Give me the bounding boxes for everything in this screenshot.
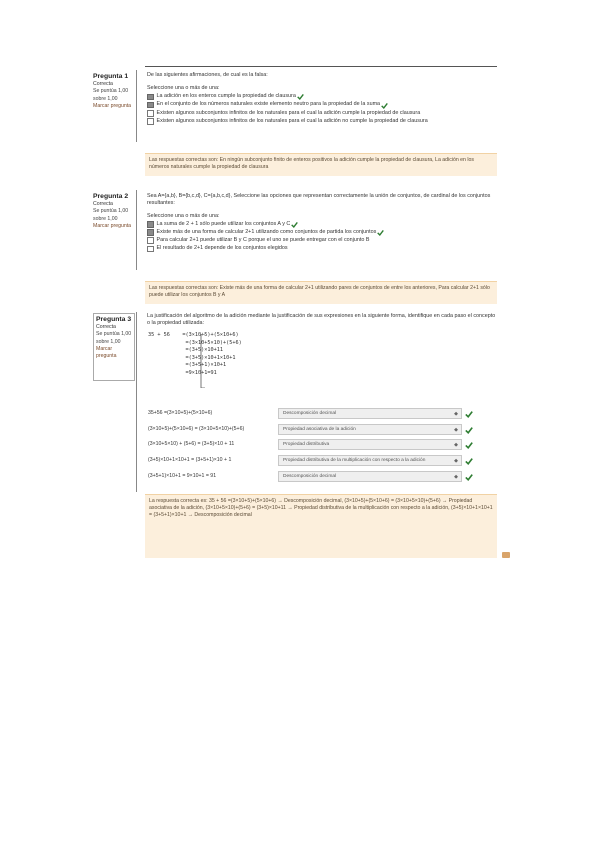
flag-question-link[interactable]: Marcar pregunta <box>93 102 132 109</box>
question-status: Correcta <box>93 201 113 208</box>
matching-row <box>148 439 470 451</box>
answer-instruction: Seleccione una o más de una: <box>147 212 220 219</box>
answer-option[interactable] <box>147 220 497 228</box>
checkbox[interactable] <box>147 237 154 244</box>
question-body-2 <box>147 193 497 253</box>
check-icon <box>465 410 473 418</box>
bracket-icon <box>200 334 206 388</box>
question-info-2 <box>93 193 137 230</box>
answer-option[interactable] <box>147 109 497 117</box>
chevron-down-icon: ◆ <box>454 442 458 448</box>
matching-row <box>148 455 470 467</box>
check-icon <box>465 473 473 481</box>
checkbox[interactable] <box>147 229 154 236</box>
chevron-down-icon: ◆ <box>454 427 458 433</box>
answer-option[interactable] <box>147 245 497 253</box>
info-separator <box>136 70 137 142</box>
question-info-1 <box>93 73 137 110</box>
option-label: La adición en los enteros cumple la propiedad de clausura <box>156 93 296 100</box>
feedback-box <box>145 153 497 176</box>
answer-select[interactable] <box>278 471 462 482</box>
feedback-box <box>145 494 497 558</box>
info-separator <box>136 312 137 492</box>
chevron-down-icon: ◆ <box>454 411 458 417</box>
flag-question-link[interactable]: Marcar pregunta <box>96 345 117 360</box>
select-value: Descomposición decimal <box>283 474 337 479</box>
option-label: La suma de 2 + 1 sólo puede utilizar los conjuntos A y C <box>156 220 291 227</box>
option-label: Existen algunos subconjuntos infinitos de los naturales para el cual la adición cumple la propiedad de clausura <box>156 109 421 116</box>
divider-top <box>145 66 497 67</box>
matching-label: (3+5)×10+1×10+1 = (3+5+1)×10 + 1 <box>148 457 232 463</box>
select-value: Propiedad distributiva de la multiplicación con respecto a la adición <box>283 458 426 463</box>
check-icon <box>381 102 388 109</box>
check-icon <box>377 229 384 236</box>
question-score: Se puntúa 1,00 sobre 1,00 <box>93 88 129 102</box>
select-value: Propiedad distributiva <box>283 442 330 447</box>
answer-select[interactable] <box>278 439 462 450</box>
info-separator <box>136 190 137 270</box>
checkbox[interactable] <box>147 246 154 253</box>
checkbox[interactable] <box>147 102 154 109</box>
check-icon <box>465 426 473 434</box>
matching-row <box>148 471 470 483</box>
option-label: Existe más de una forma de calcular 2+1 utilizando como conjuntos de partida los conjuntos <box>156 228 377 235</box>
answer-select[interactable] <box>278 408 462 419</box>
question-score: Se puntúa 1,00 sobre 1,00 <box>96 331 132 345</box>
matching-label: (3+5+1)×10+1 = 9×10+1 = 91 <box>148 473 217 479</box>
flag-question-link[interactable]: Marcar pregunta <box>93 222 132 229</box>
option-label: Para calcular 2+1 puede utilizar B y C porque el uno se puede entregar con el conjunto B <box>156 236 370 243</box>
check-icon <box>297 93 304 100</box>
question-number: Pregunta 1 <box>93 73 129 80</box>
question-info-3 <box>93 313 135 381</box>
answer-select[interactable] <box>278 455 462 466</box>
algorithm-explanation: 35 + 56 =(3×10+5)+(5×10+6) =(3×10+5×10)+(5+6) =(3+5)×10+11 =(3+5)×10+1×10+1 =(3+5+1)×10+1 =9×10+1=91 <box>148 332 242 376</box>
chevron-down-icon: ◆ <box>454 474 458 480</box>
checkbox[interactable] <box>147 221 154 228</box>
feedback-text: La respuesta correcta es: 35 + 56 =(3×10+5)+(5×10+6) → Descomposición decimal, (3×10+5)+(5×10+6) = (3×10+5×10)+(5+6) → Propiedad asociativa de la adición, (3×10+5×10)+(5+6) = (3+5)×10+11 → Propiedad distributiva de la multiplicación con respecto a la adición, (3+5)×10+1×10+1 = (3+5+1)×10+1 → Descomposición decimal <box>149 498 493 519</box>
matching-label: (3×10+5)+(5×10+6) = (3×10+5×10)+(5+6) <box>148 426 245 432</box>
question-body-1 <box>147 72 497 126</box>
question-number: Pregunta 3 <box>96 316 132 323</box>
question-prompt: Sea A={a,b}, B={b,c,d}, C={a,b,c,d}, Seleccione las opciones que representan correctamente la unión de conjuntos, de cardinal de los conjuntos resultantes: <box>147 193 491 207</box>
select-value: Propiedad asociativa de la adición <box>283 427 356 432</box>
question-status: Correcta <box>96 324 116 331</box>
scroll-indicator[interactable] <box>502 552 510 558</box>
option-label: Existen algunos subconjuntos infinitos de los naturales para el cual la adición no cumple la propiedad de clausura <box>156 117 428 124</box>
matching-label: (3×10+5×10) + (5+6) = (3+5)×10 + 11 <box>148 441 235 447</box>
answer-option[interactable] <box>147 228 497 236</box>
matching-label: 35+56 =(3×10+5)+(5×10+6) <box>148 410 213 416</box>
checkbox[interactable] <box>147 94 154 101</box>
matching-row <box>148 424 470 436</box>
check-icon <box>465 457 473 465</box>
chevron-down-icon: ◆ <box>454 458 458 464</box>
matching-row <box>148 408 470 420</box>
answer-instruction: Seleccione una o más de una: <box>147 85 220 92</box>
answer-option[interactable] <box>147 117 497 125</box>
answer-option[interactable] <box>147 237 497 245</box>
option-label: En el conjunto de los números naturales existe elemento neutro para la propiedad de la suma <box>156 101 381 108</box>
question-status: Correcta <box>93 81 113 88</box>
answer-option[interactable] <box>147 101 497 109</box>
feedback-text: Las respuestas correctas son: En ningún subconjunto finito de enteros positivos la adición cumple la propiedad de clausura, La adición en los números naturales cumple la propiedad de clausura <box>149 157 474 171</box>
check-icon <box>291 221 298 228</box>
question-prompt-text: La justificación del algoritmo de la adición mediante la justificación de sus expresiones en la siguiente forma, identifique en cada paso el concepto o la propiedad utilizada: <box>147 313 496 327</box>
checkbox[interactable] <box>147 118 154 125</box>
answer-select[interactable] <box>278 424 462 435</box>
check-icon <box>465 441 473 449</box>
question-score: Se puntúa 1,00 sobre 1,00 <box>93 208 129 222</box>
select-value: Descomposición decimal <box>283 411 337 416</box>
feedback-text: Las respuestas correctas son: Existe más de una forma de calcular 2+1 utilizando pares de conjuntos de entre los anteriores, Para calcular 2+1 sólo puede utilizar los conjuntos B y A <box>149 285 490 299</box>
question-prompt <box>147 313 499 328</box>
answer-option[interactable] <box>147 93 497 101</box>
option-label: El resultado de 2+1 depende de los conjuntos elegidos <box>156 245 288 252</box>
question-prompt: De las siguientes afirmaciones, de cual es la falsa: <box>147 72 268 78</box>
question-number: Pregunta 2 <box>93 193 129 200</box>
checkbox[interactable] <box>147 110 154 117</box>
feedback-box <box>145 281 497 304</box>
